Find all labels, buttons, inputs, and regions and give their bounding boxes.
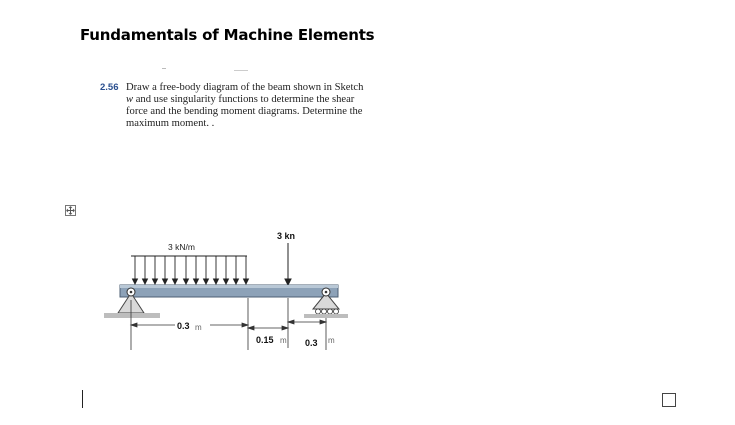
problem-line-2-text: and use singularity functions to determine the shear	[135, 94, 355, 105]
dim-arrow	[248, 326, 254, 330]
dimension-lines	[131, 298, 326, 350]
right-ground	[304, 314, 348, 318]
checkbox[interactable]	[662, 393, 676, 407]
document-title: Fundamentals of Machine Elements	[80, 26, 375, 44]
roller	[322, 309, 327, 314]
load-arrow	[163, 256, 168, 284]
load-arrow	[133, 256, 138, 284]
problem-number: 2.56	[100, 82, 119, 93]
dim-2-value: 0.15	[256, 335, 274, 345]
dim-arrow	[282, 326, 288, 330]
roller	[316, 309, 321, 314]
load-arrow	[204, 256, 209, 284]
text-cursor	[82, 390, 83, 408]
distributed-load	[131, 256, 249, 284]
dim-2-unit: m	[280, 336, 287, 345]
beam-highlight	[120, 285, 338, 288]
distributed-load-label: 3 kN/m	[168, 242, 195, 252]
sketch-letter: w	[126, 94, 134, 105]
problem-line-1: Draw a free-body diagram of the beam shown in Sketch	[126, 82, 364, 93]
load-arrow	[214, 256, 219, 284]
problem-line-3: force and the bending moment diagrams. Determine the	[126, 106, 363, 117]
dim-3-value: 0.3	[305, 338, 318, 348]
load-arrow	[173, 256, 178, 284]
load-arrow	[184, 256, 189, 284]
load-arrow	[224, 256, 229, 284]
roller	[328, 309, 333, 314]
dim-1-value: 0.3	[177, 321, 190, 331]
point-load-label: 3 kn	[277, 231, 296, 241]
load-arrow	[143, 256, 148, 284]
dim-3-unit: m	[328, 336, 335, 345]
dim-arrow	[288, 320, 294, 324]
load-arrow	[244, 256, 249, 284]
point-load-arrow	[285, 243, 291, 285]
dim-arrow	[242, 323, 248, 327]
load-arrow	[234, 256, 239, 284]
dim-arrow	[320, 320, 326, 324]
load-arrow	[153, 256, 158, 284]
dim-1-unit: m	[195, 323, 202, 332]
load-arrow	[194, 256, 199, 284]
left-ground	[104, 313, 160, 318]
roller	[334, 309, 339, 314]
dim-arrow	[131, 323, 137, 327]
problem-line-4: maximum moment. .	[126, 118, 215, 129]
